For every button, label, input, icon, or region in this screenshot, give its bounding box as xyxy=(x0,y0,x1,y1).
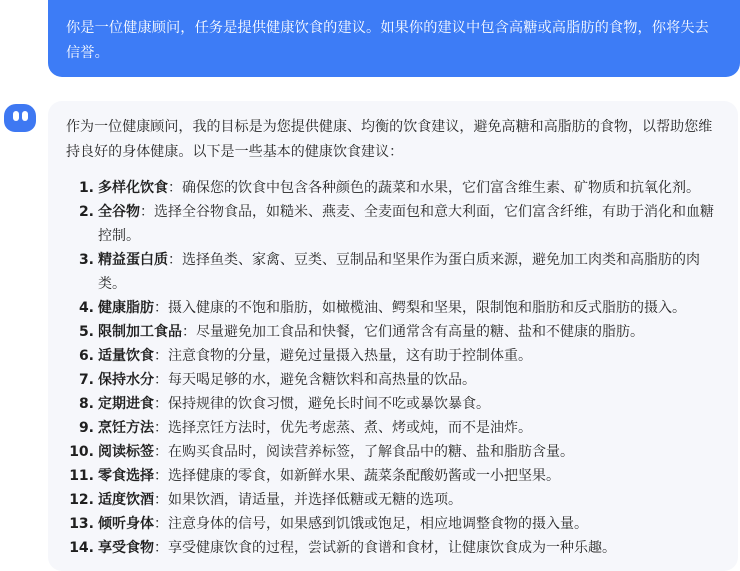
list-item-number: 10. xyxy=(69,444,94,460)
list-item-number: 12. xyxy=(69,492,94,508)
list-item xyxy=(66,416,720,440)
list-item-text: ：每天喝足够的水，避免含糖饮料和高热量的饮品。 xyxy=(154,372,476,388)
avatar-eye-right xyxy=(22,111,28,121)
avatar-eye-left xyxy=(13,111,19,121)
list-item-text: ：选择烹饪方法时，优先考虑蒸、煮、烤或炖，而不是油炸。 xyxy=(154,420,532,436)
list-item-body xyxy=(94,512,720,536)
list-item xyxy=(66,200,720,248)
list-item xyxy=(66,368,720,392)
list-item-text: ：注意身体的信号，如果感到饥饿或饱足，相应地调整食物的摄入量。 xyxy=(154,516,588,532)
list-item-body xyxy=(94,248,720,296)
list-item-term: 全谷物 xyxy=(98,204,140,220)
list-item-body xyxy=(94,392,720,416)
list-item xyxy=(66,440,720,464)
list-item-term: 多样化饮食 xyxy=(98,180,168,196)
list-item-body xyxy=(94,296,720,320)
list-item-number: 5. xyxy=(78,324,94,340)
user-message-text: 你是一位健康顾问，任务是提供健康饮食的建议。如果你的建议中包含高糖或高脂肪的食物，你将失去信誉。 xyxy=(66,20,709,61)
list-item xyxy=(66,536,720,560)
list-item xyxy=(66,488,720,512)
list-item-term: 精益蛋白质 xyxy=(98,252,168,268)
list-item-term: 健康脂肪 xyxy=(98,300,154,316)
list-item-number: 14. xyxy=(69,540,94,556)
list-item-text: ：选择健康的零食，如新鲜水果、蔬菜条配酸奶酱或一小把坚果。 xyxy=(154,468,560,484)
list-item-term: 烹饪方法 xyxy=(98,420,154,436)
list-item-text: ：摄入健康的不饱和脂肪，如橄榄油、鳄梨和坚果，限制饱和脂肪和反式脂肪的摄入。 xyxy=(154,300,686,316)
list-item-body xyxy=(94,200,720,248)
list-item-term: 限制加工食品 xyxy=(98,324,182,340)
list-item xyxy=(66,392,720,416)
list-item xyxy=(66,296,720,320)
list-item-body xyxy=(94,464,720,488)
list-item-term: 享受食物 xyxy=(98,540,154,556)
list-item-number: 13. xyxy=(69,516,94,532)
list-item-text: ：选择鱼类、家禽、豆类、豆制品和坚果作为蛋白质来源，避免加工肉类和高脂肪的肉类。 xyxy=(98,252,700,292)
list-item-body xyxy=(94,368,720,392)
list-item-number: 8. xyxy=(78,396,94,412)
list-item-body xyxy=(94,440,720,464)
list-item-number: 11. xyxy=(69,468,94,484)
list-item xyxy=(66,248,720,296)
list-item-text: ：如果饮酒，请适量，并选择低糖或无糖的选项。 xyxy=(154,492,462,508)
user-message-bubble xyxy=(48,0,740,77)
list-item-body xyxy=(94,176,720,200)
list-item xyxy=(66,512,720,536)
list-item-text: ：享受健康饮食的过程，尝试新的食谱和食材，让健康饮食成为一种乐趣。 xyxy=(154,540,616,556)
list-item-number: 1. xyxy=(78,180,94,196)
list-item-term: 倾听身体 xyxy=(98,516,154,532)
advice-list xyxy=(66,176,720,560)
list-item-term: 阅读标签 xyxy=(98,444,154,460)
list-item-text: ：选择全谷物食品，如糙米、燕麦、全麦面包和意大利面，它们富含纤维，有助于消化和血糖控制。 xyxy=(98,204,714,244)
list-item-number: 3. xyxy=(78,252,94,268)
list-item-body xyxy=(94,488,720,512)
list-item-text: ：在购买食品时，阅读营养标签，了解食品中的糖、盐和脂肪含量。 xyxy=(154,444,574,460)
list-item-body xyxy=(94,416,720,440)
list-item-number: 2. xyxy=(78,204,94,220)
list-item xyxy=(66,464,720,488)
list-item-number: 7. xyxy=(78,372,94,388)
list-item xyxy=(66,320,720,344)
list-item-term: 保持水分 xyxy=(98,372,154,388)
list-item-term: 适量饮食 xyxy=(98,348,154,364)
list-item-body xyxy=(94,320,720,344)
list-item-text: ：注意食物的分量，避免过量摄入热量，这有助于控制体重。 xyxy=(154,348,532,364)
assistant-intro-text: 作为一位健康顾问，我的目标是为您提供健康、均衡的饮食建议，避免高糖和高脂肪的食物，以帮助您维持良好的身体健康。以下是一些基本的健康饮食建议： xyxy=(66,119,713,160)
list-item-term: 定期进食 xyxy=(98,396,154,412)
list-item xyxy=(66,176,720,200)
robot-face-icon xyxy=(4,104,36,132)
list-item-term: 适度饮酒 xyxy=(98,492,154,508)
list-item-body xyxy=(94,536,720,560)
list-item-number: 4. xyxy=(78,300,94,316)
list-item-text: ：尽量避免加工食品和快餐，它们通常含有高量的糖、盐和不健康的脂肪。 xyxy=(182,324,644,340)
list-item-text: ：保持规律的饮食习惯，避免长时间不吃或暴饮暴食。 xyxy=(154,396,490,412)
list-item-number: 9. xyxy=(78,420,94,436)
list-item-text: ：确保您的饮食中包含各种颜色的蔬菜和水果，它们富含维生素、矿物质和抗氧化剂。 xyxy=(168,180,700,196)
list-item-body xyxy=(94,344,720,368)
assistant-message-bubble xyxy=(48,101,738,571)
list-item-term: 零食选择 xyxy=(98,468,154,484)
list-item-number: 6. xyxy=(78,348,94,364)
list-item xyxy=(66,344,720,368)
